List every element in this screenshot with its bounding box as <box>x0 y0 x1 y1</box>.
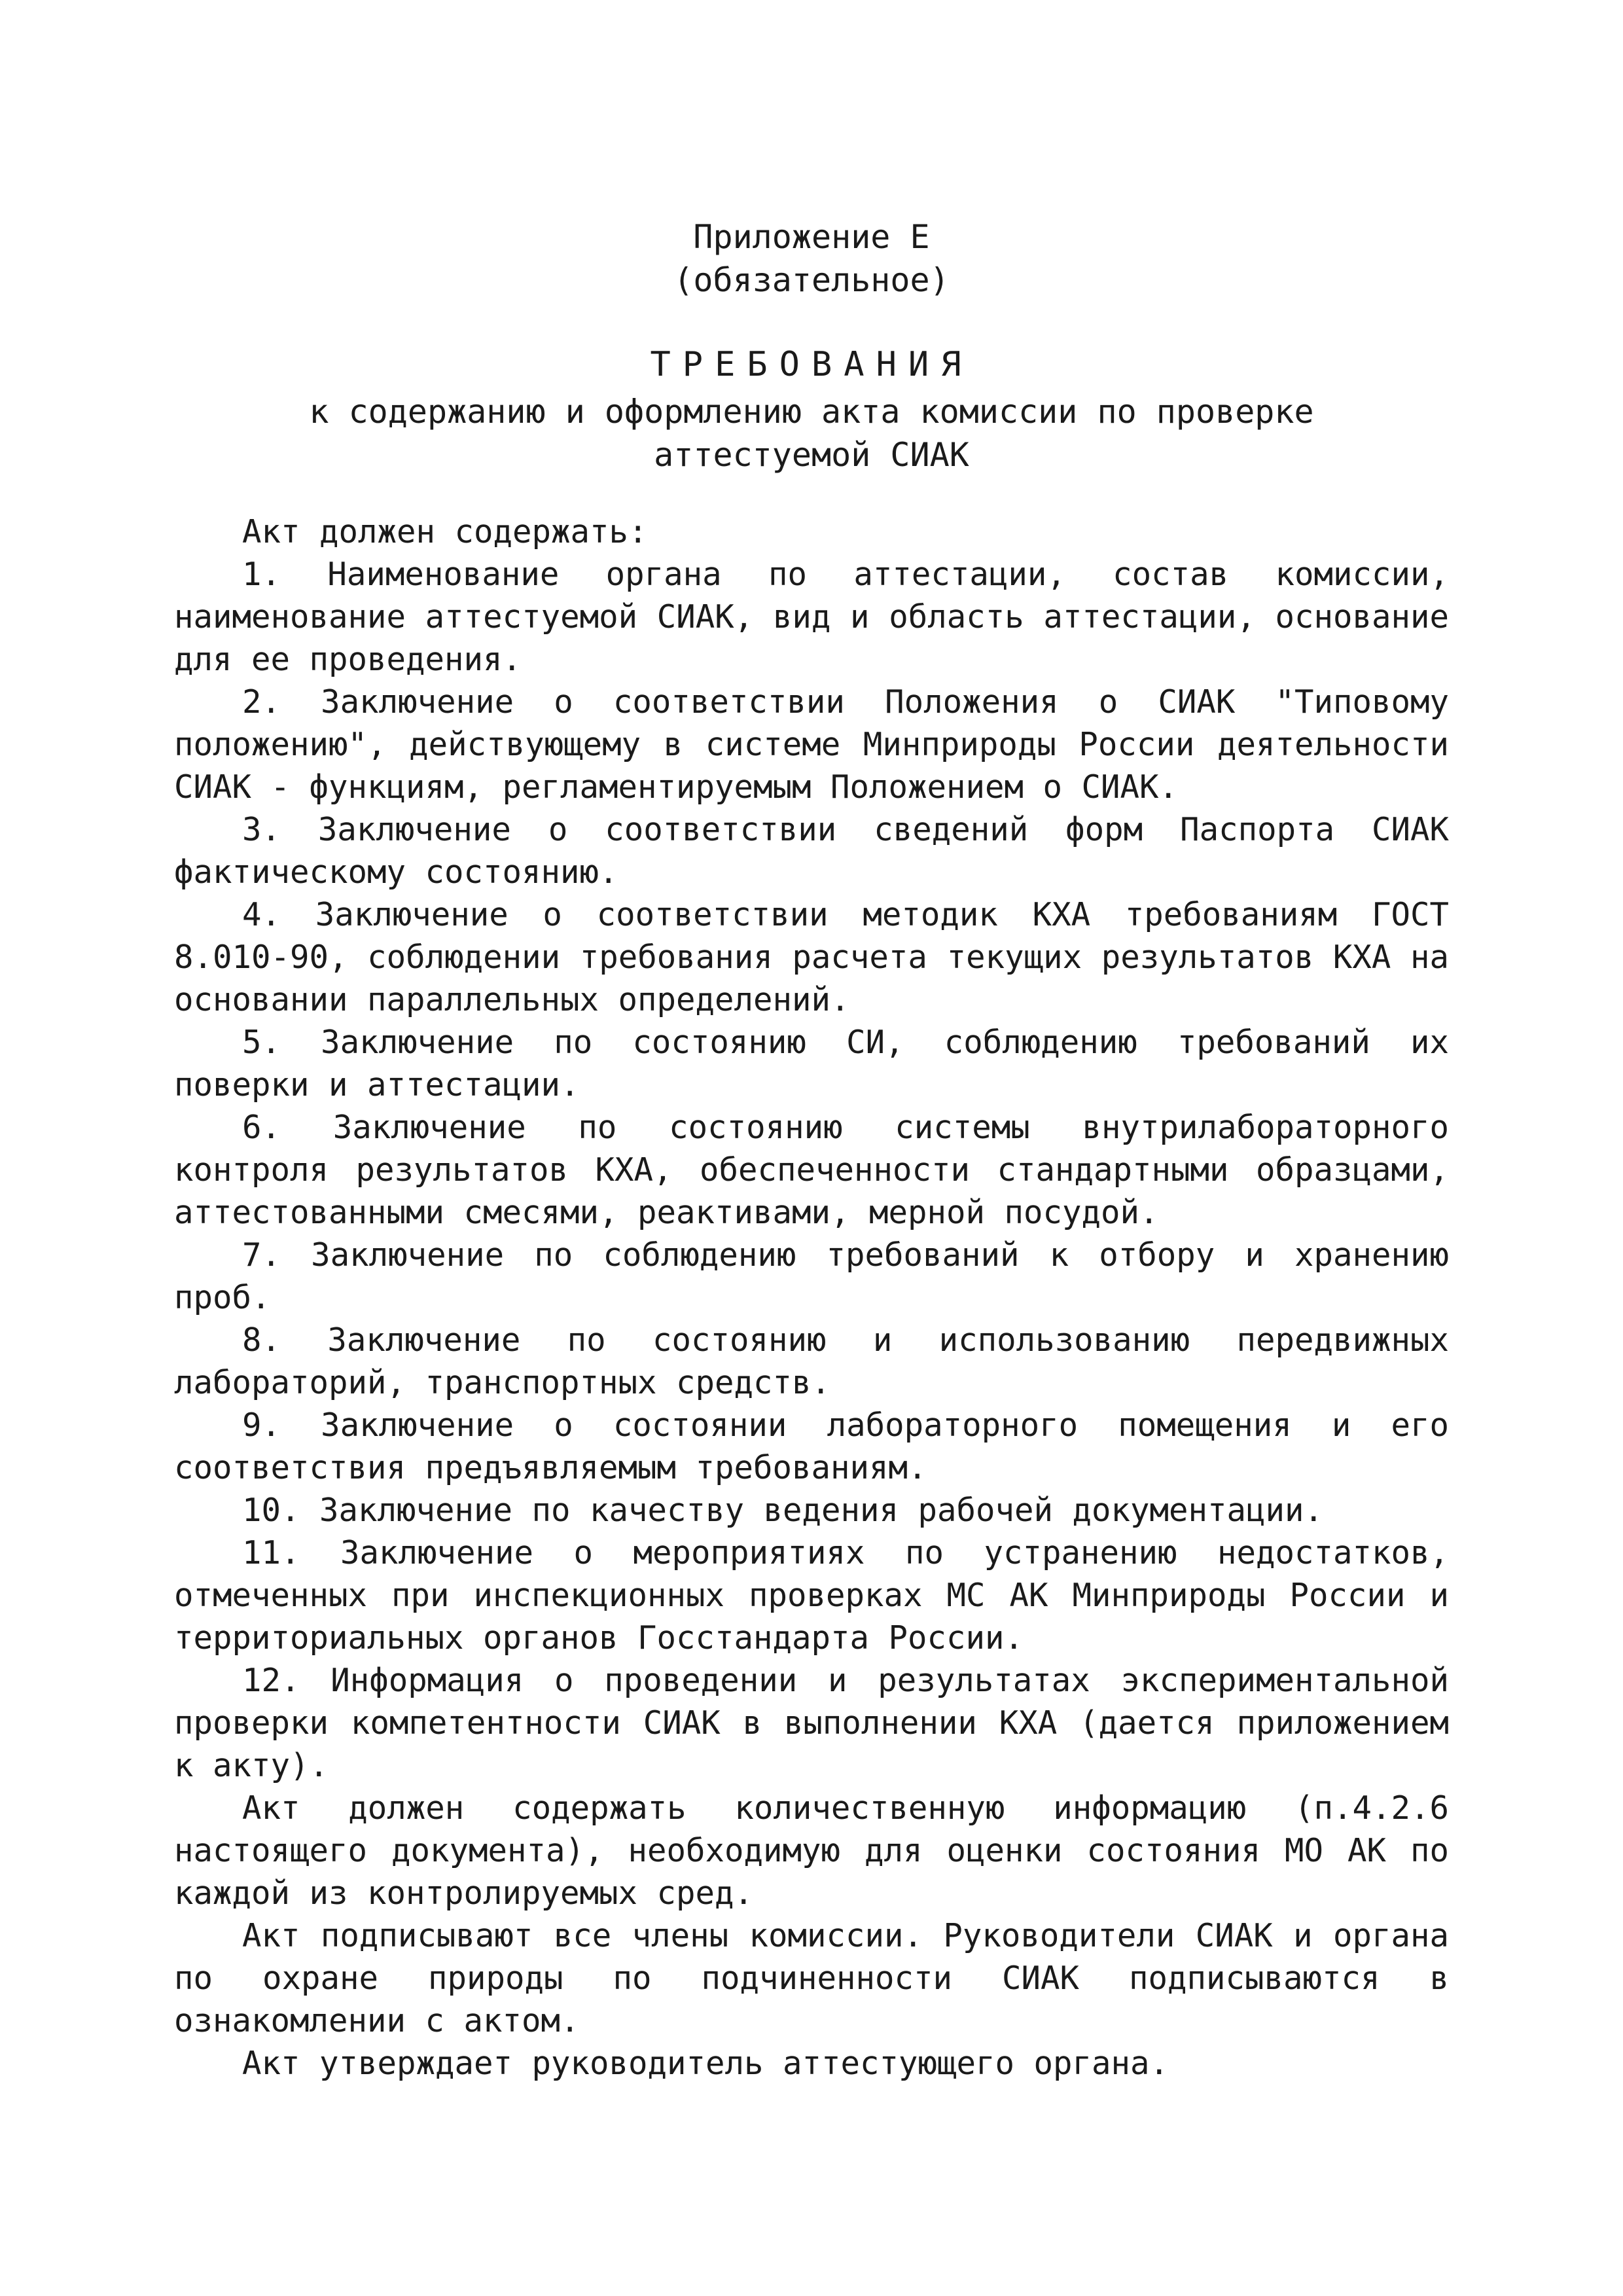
list-item: 8. Заключение по состоянию и использованию передвижных лабораторий, транспортных средств. <box>174 1321 1449 1401</box>
list-item: 12. Информация о проведении и результатах экспериментальной проверки компетентности СИАК в выполнении КХА (дается приложением к акту). <box>174 1662 1449 1784</box>
list-item: 9. Заключение о состоянии лабораторного помещения и его соответствия предъявляемым требованиям. <box>174 1407 1449 1486</box>
paragraph: Акт утверждает руководитель аттестующего органа. <box>242 2045 1169 2082</box>
list-item: 3. Заключение о соответствии сведений форм Паспорта СИАК фактическому состоянию. <box>174 811 1449 891</box>
requirements-title: ТРЕБОВАНИЯ <box>650 345 973 384</box>
list-item: 10. Заключение по качеству ведения рабочей документации. <box>242 1492 1324 1529</box>
list-item: 5. Заключение по состоянию СИ, соблюдению требований их поверки и аттестации. <box>174 1024 1449 1103</box>
paragraph: Акт должен содержать количественную информацию (п.4.2.6 настоящего документа), необходимую для оценки состояния МО АК по каждой из контролируемых сред. <box>174 1789 1449 1912</box>
intro-line: Акт должен содержать: <box>242 513 648 550</box>
list-item: 6. Заключение по состоянию системы внутрилабораторного контроля результатов КХА, обеспеченности стандартными образцами, аттестованными смесями, реактивами, мерной посудой. <box>174 1109 1449 1231</box>
document-body <box>174 511 1449 2085</box>
list-item: 4. Заключение о соответствии методик КХА требованиям ГОСТ 8.010-90, соблюдении требования расчета текущих результатов КХА на основании параллельных определений. <box>174 896 1449 1018</box>
list-item: 7. Заключение по соблюдению требований к отбору и хранению проб. <box>174 1236 1449 1316</box>
paragraph: Акт подписывают все члены комиссии. Руководители СИАК и органа по охране природы по подчиненности СИАК подписываются в ознакомлении с актом. <box>174 1917 1449 2039</box>
requirements-subtitle-line1: к содержанию и оформлению акта комиссии по проверке <box>309 393 1314 431</box>
appendix-title: Приложение Е <box>693 218 930 256</box>
list-item: 11. Заключение о мероприятиях по устранению недостатков, отмеченных при инспекционных проверках МС АК Минприроды России и территориальных органов Госстандарта России. <box>174 1534 1449 1657</box>
list-item: 2. Заключение о соответствии Положения о СИАК "Типовому положению", действующему в системе Минприроды России деятельности СИАК - функциям, регламентируемым Положением о СИАК. <box>174 683 1449 806</box>
list-item: 1. Наименование органа по аттестации, состав комиссии, наименование аттестуемой СИАК, вид и область аттестации, основание для ее проведения. <box>174 556 1449 678</box>
appendix-status: (обязательное) <box>673 261 950 299</box>
requirements-subtitle-line2: аттестуемой СИАК <box>654 436 969 474</box>
